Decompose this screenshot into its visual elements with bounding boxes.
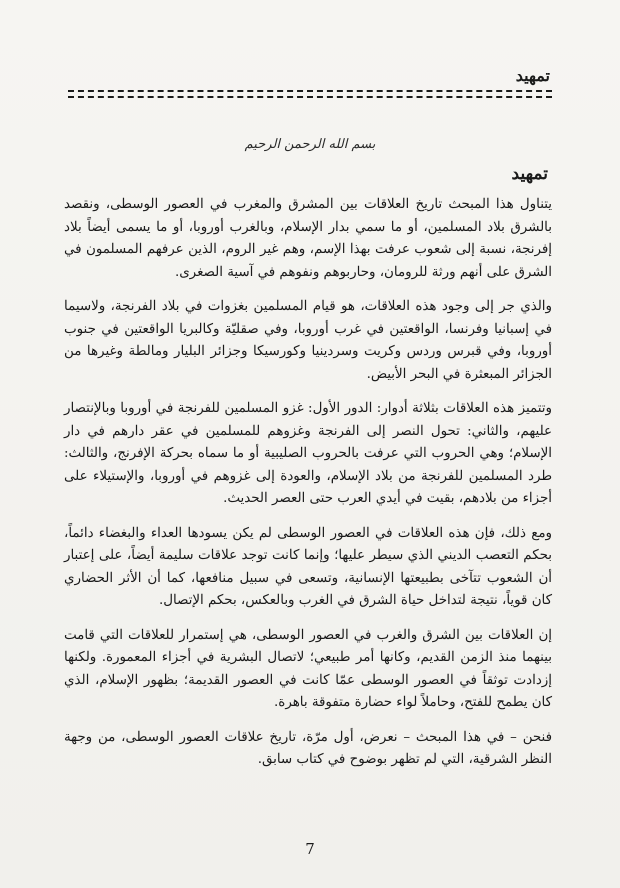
paragraph: وتتميز هذه العلاقات بثلاثة أدوار: الدور الأول: غزو المسلمين للفرنجة في أوروبا وبالإنتصار عليهم، والثاني: تحول النصر إلى الفرنجة وغزوهم للمسلمين في عقر دارهم في دار الإسلام؛ وهي الحروب التي عرفت بالحروب الصليبية أو ما سماه بحركة الإفرنج، والثالث: طرد المسلمين للفرنجة من بلاد الإسلام، والعودة إلى غزوهم في أوروبا، والإستيلاء على أجزاء من بلادهم، بقيت في أيدي العرب حتى العصر الحديث. xyxy=(64,401,552,506)
section-title: تمهيد xyxy=(511,164,548,184)
paragraph: ومع ذلك، فإن هذه العلاقات في العصور الوسطى لم يكن يسودها العداء والبغضاء دائماً، بحكم التعصب الديني الذي سيطر عليها؛ وإنما كانت توجد علاقات سليمة أيضاً، على إعتبار أن الشعوب تتآخى بطبيعتها الإنسانية، وتسعى في سبيل منافعها، كما أن الأثر الحضاري كان قوياً، نتيجة لتداخل حياة الشرق في الغرب وبالعكس، بحكم الإتصال. xyxy=(64,525,552,608)
basmala-calligraphy: بسم الله الرحمن الرحيم xyxy=(244,137,376,152)
page-number: 7 xyxy=(305,840,315,858)
paragraph: يتناول هذا المبحث تاريخ العلاقات بين المشرق والمغرب في العصور الوسطى، ونقصد بالشرق بلاد المسلمين، أو ما سمي بدار الإسلام، وبالغرب أوروبا، أو ما يسمى أيضاً بلاد إفرنجة، نسبة إلى شعوب عرفت بهذا الإسم، وهم غير الروم، الذين عرفهم المسلمون في الشرق على أنهم ورثة للرومان، وحاربوهم ونفوهم في آسية الصغرى. xyxy=(64,197,552,280)
body-text xyxy=(64,194,552,784)
header-rule-bottom xyxy=(68,96,552,98)
header-rule-top xyxy=(68,90,552,92)
paragraph: إن العلاقات بين الشرق والغرب في العصور الوسطى، هي إستمرار للعلاقات التي قامت بينهما منذ الزمن القديم، وكانها أمر طبيعي؛ لاتصال البشرية في أجزاء المعمورة. ولكنها إزدادت توثقاً في العصور الوسطى عمّا كانت في العصور القديمة؛ بظهور الإسلام، الذي كان يطمح للفتح، وحاملاً لواء حضارة متفوقة باهرة. xyxy=(64,627,552,710)
paragraph: فنحن – في هذا المبحث – نعرض، أول مرّة، تاريخ علاقات العصور الوسطى، من وجهة النظر الشرقية، التي لم تظهر بوضوح في كتاب سابق. xyxy=(64,729,552,767)
running-header: تمهيد xyxy=(515,66,550,85)
paragraph: والذي جر إلى وجود هذه العلاقات، هو قيام المسلمين بغزوات في بلاد الفرنجة، ولاسيما في إسبانيا وفرنسا، الواقعتين في غرب أوروبا، وفي صقليّة وكالبريا الواقعتين في جنوب أوروبا، وفي قبرس وردس وكريت وسردينيا وكورسيكا وجزائر البليار ومالطة وغيرها من الجزائر المبعثرة في البحر الأبيض. xyxy=(64,299,552,382)
